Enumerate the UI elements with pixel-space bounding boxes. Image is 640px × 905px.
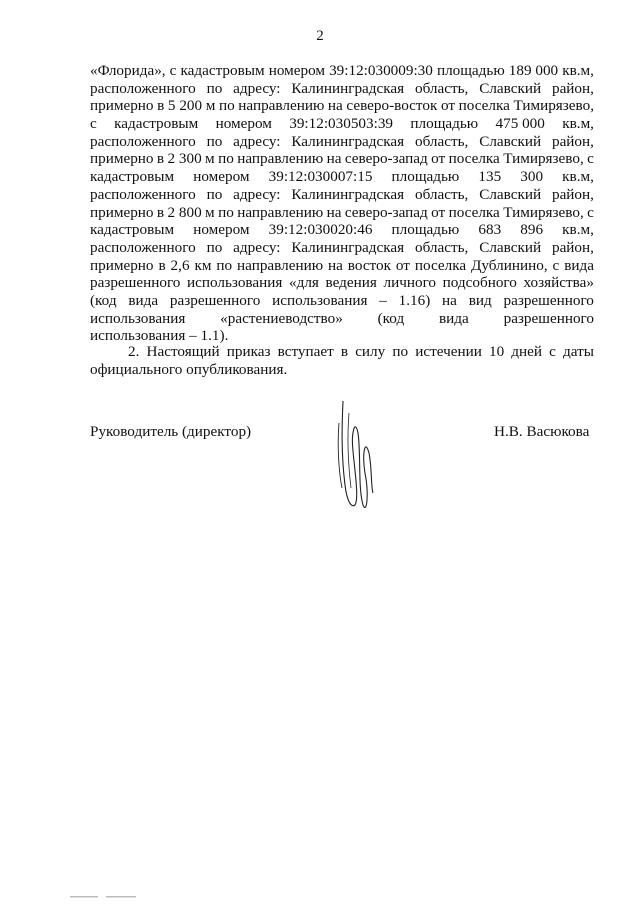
text-word: поселка (448, 203, 500, 221)
text-word: номером (193, 168, 250, 186)
text-word: с (169, 62, 177, 79)
text-word: использования (90, 309, 186, 327)
text-line (90, 115, 594, 133)
text-word: официального опубликования. (90, 360, 288, 378)
text-word: истечении (415, 343, 482, 360)
text-word: приказ (226, 343, 271, 360)
text-word: вида (128, 291, 159, 309)
text-word: северо-запад (344, 150, 428, 168)
text-word: Калининградская (291, 185, 405, 203)
text-line (90, 204, 594, 222)
paragraph-1 (90, 62, 594, 345)
text-word: Настоящий (146, 343, 220, 360)
text-word: Тимирязево, (503, 150, 584, 168)
text-line (90, 62, 594, 80)
text-word: по (206, 185, 223, 203)
text-word: поселка (458, 97, 510, 115)
text-word: 475 000 (495, 115, 545, 133)
text-word: на (326, 150, 342, 168)
text-word: площадью (410, 115, 479, 133)
text-word: – (379, 291, 387, 309)
paragraph-2 (90, 343, 594, 378)
text-word: номером (215, 115, 272, 133)
text-word: вступает (277, 343, 334, 360)
text-word: Калининградская (291, 132, 405, 150)
text-word: 189 000 (508, 62, 559, 79)
text-word: подсобного (442, 274, 517, 292)
text-word: 2 800 (167, 203, 202, 221)
text-word: расположенного (90, 185, 196, 203)
text-line (90, 133, 594, 151)
text-line (90, 221, 594, 239)
text-line (90, 97, 594, 115)
text-line (90, 186, 594, 204)
text-word: 39:12:030020:46 (268, 221, 373, 239)
text-word: район, (551, 79, 594, 97)
text-word: (код (377, 309, 405, 327)
text-word: адресу: (233, 185, 281, 203)
text-word: северо-запад (344, 203, 428, 221)
signatory-title: Руководитель (директор) (90, 423, 252, 440)
text-word: район, (551, 132, 594, 150)
text-word: силу (355, 343, 386, 360)
text-word: вид (468, 291, 492, 309)
text-word: 2,6 (170, 256, 190, 274)
text-word: 135 (478, 168, 502, 186)
text-word: по (206, 132, 223, 150)
text-word: по (218, 150, 234, 168)
text-word: примерно (90, 203, 154, 221)
text-word: Славский (479, 132, 542, 150)
text-word: 1.16) (398, 291, 431, 309)
text-word: по (206, 238, 223, 256)
text-word: область, (414, 132, 469, 150)
page-number: 2 (316, 28, 324, 44)
text-word: кв.м, (562, 221, 594, 239)
text-word: расположенного (90, 238, 196, 256)
text-word: с (90, 115, 97, 133)
text-word: разрешенного (503, 291, 594, 309)
text-line (90, 168, 594, 186)
text-line (90, 80, 594, 98)
signatory-name: Н.В. Васюкова (494, 423, 590, 440)
text-word: на (326, 203, 342, 221)
text-word: вида (564, 256, 594, 274)
text-word: Дублинино, (471, 256, 548, 274)
text-word: даты (563, 343, 594, 360)
text-word: район, (551, 185, 594, 203)
text-word: по (392, 343, 409, 360)
text-word: номером (268, 62, 325, 79)
text-word: использования – 1.1). (90, 327, 229, 345)
text-word: кадастровым (90, 221, 175, 239)
text-word: разрешенного (169, 291, 261, 309)
text-word: от (395, 256, 410, 274)
text-word: поселка (414, 256, 467, 274)
footer-scan-mark (70, 895, 140, 899)
text-word: площадью (391, 221, 460, 239)
text-word: на (442, 291, 457, 309)
text-word: адресу: (233, 79, 281, 97)
text-word: площадью (391, 168, 460, 186)
text-word: кадастровым (180, 62, 265, 79)
text-word: разрешенного (503, 309, 594, 327)
text-word: в (156, 150, 165, 168)
text-word: примерно (90, 256, 154, 274)
text-word: «Флорида», (90, 62, 166, 79)
text-line (90, 150, 594, 168)
text-word: с (552, 256, 560, 274)
text-word: 300 (520, 168, 544, 186)
text-word: расположенного (90, 79, 196, 97)
text-word: 39:12:030503:39 (289, 115, 394, 133)
text-word: по (206, 79, 223, 97)
text-line (90, 361, 594, 379)
text-word: с (587, 203, 594, 221)
text-word: (код (90, 291, 117, 309)
text-word: «для (289, 274, 319, 292)
text-word: адресу: (233, 132, 281, 150)
text-word: область, (414, 79, 469, 97)
text-line (90, 343, 594, 361)
handwritten-signature (325, 393, 385, 518)
text-word: область, (414, 185, 469, 203)
text-line (90, 292, 594, 310)
text-word: расположенного (90, 132, 196, 150)
text-word: в (158, 256, 166, 274)
text-word: направлению (237, 256, 324, 274)
text-word: восток (347, 256, 391, 274)
text-word: 10 (488, 343, 505, 360)
text-line (90, 257, 594, 275)
text-word: с (549, 343, 556, 360)
text-word: кадастровым (114, 115, 199, 133)
text-word: по (216, 256, 233, 274)
text-word: в (340, 343, 349, 360)
text-word: район, (551, 238, 594, 256)
text-word: 39:12:030007:15 (268, 168, 373, 186)
text-word: примерно (90, 97, 154, 115)
text-word: Славский (479, 79, 542, 97)
text-word: личного (383, 274, 437, 292)
text-word: на (327, 97, 343, 115)
text-word: кв.м, (562, 168, 594, 186)
text-word: кадастровым (90, 168, 175, 186)
text-word: Славский (479, 185, 542, 203)
text-word: от (431, 203, 446, 221)
text-word: по (218, 203, 234, 221)
text-word: 2 300 (167, 150, 202, 168)
text-word: м (205, 150, 215, 168)
text-word: от (440, 97, 455, 115)
text-word: 2. (128, 343, 140, 360)
text-line (90, 274, 594, 292)
text-word: использования (272, 291, 368, 309)
text-word: по (218, 97, 235, 115)
text-word: кв.м, (562, 62, 594, 79)
text-word: адресу: (233, 238, 281, 256)
text-word: «растениеводство» (220, 309, 343, 327)
text-word: 39:12:030009:30 (329, 62, 433, 79)
text-word: примерно (90, 150, 154, 168)
text-word: от (431, 150, 446, 168)
text-word: северо-восток (346, 97, 438, 115)
text-word: поселка (448, 150, 500, 168)
text-word: с (587, 150, 594, 168)
text-word: площадью (436, 62, 505, 79)
text-word: направлению (237, 150, 324, 168)
text-word: вида (439, 309, 469, 327)
text-word: дней (511, 343, 543, 360)
text-word: хозяйства» (523, 274, 594, 292)
text-word: использования (187, 274, 283, 292)
text-word: направлению (237, 203, 324, 221)
text-word: м (205, 203, 215, 221)
text-line (90, 239, 594, 257)
text-word: м (205, 97, 216, 115)
text-word: Тимирязево, (503, 203, 584, 221)
text-word: область, (414, 238, 469, 256)
text-word: Калининградская (291, 79, 405, 97)
text-word: направлению (238, 97, 325, 115)
text-word: 5 200 (167, 97, 203, 115)
text-word: в (157, 97, 165, 115)
text-word: номером (193, 221, 250, 239)
text-word: разрешенного (90, 274, 181, 292)
text-word: 896 (520, 221, 544, 239)
text-word: Тимирязево, (513, 97, 594, 115)
text-word: Калининградская (291, 238, 405, 256)
text-word: в (156, 203, 165, 221)
text-word: на (327, 256, 343, 274)
text-word: 683 (478, 221, 502, 239)
text-word: кв.м, (562, 115, 594, 133)
text-line (90, 310, 594, 328)
text-word: км (194, 256, 212, 274)
text-word: Славский (479, 238, 542, 256)
text-word: ведения (325, 274, 377, 292)
